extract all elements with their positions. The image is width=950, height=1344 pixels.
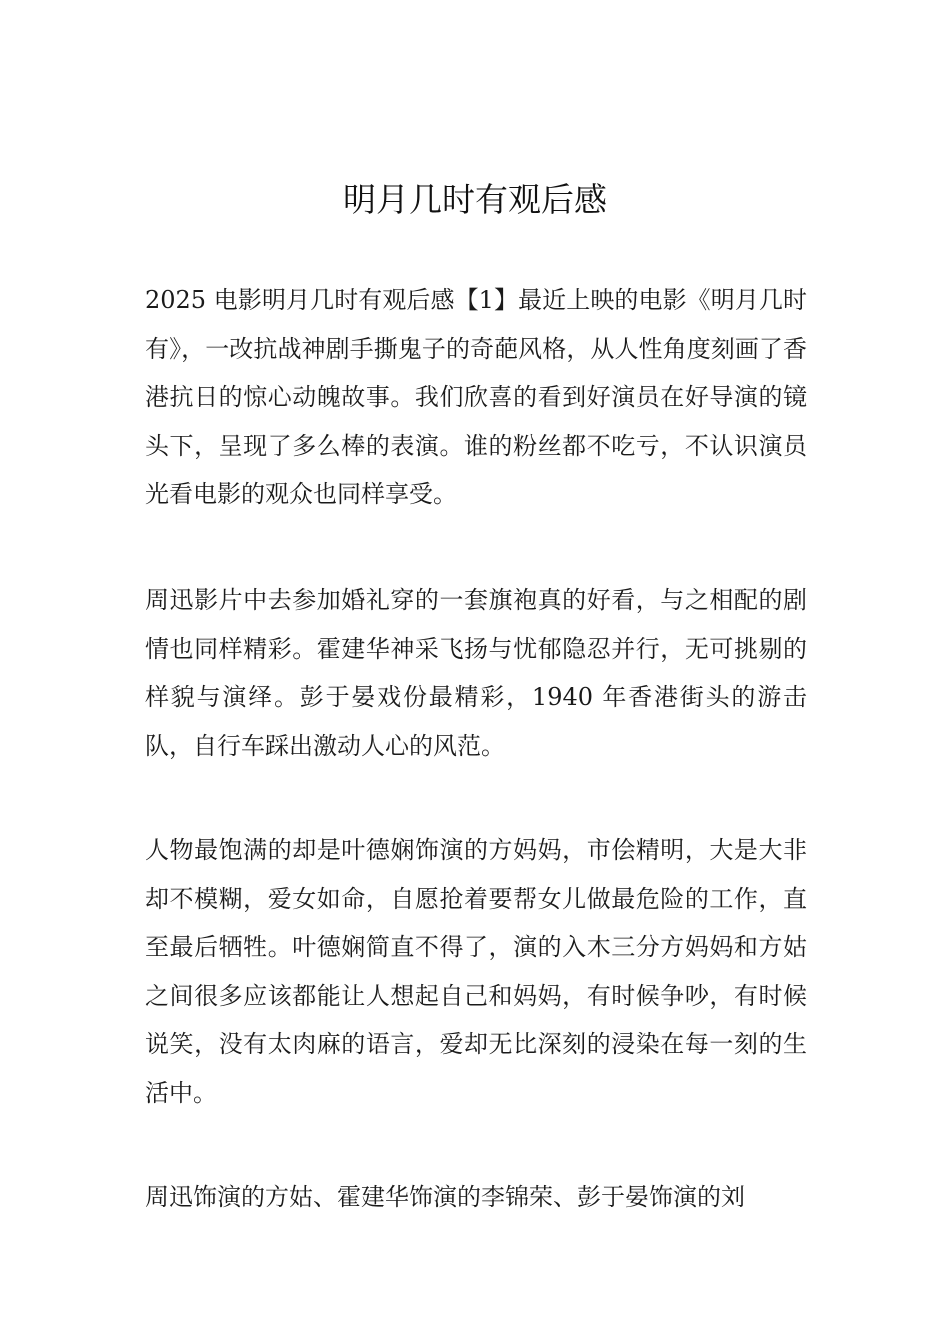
paragraph-4: 周迅饰演的方姑、霍建华饰演的李锦荣、彭于晏饰演的刘 [145, 1183, 745, 1211]
paragraph-3: 人物最饱满的却是叶德娴饰演的方妈妈，市侩精明，大是大非却不模糊，爱女如命，自愿抢着要帮女儿做最危险的工作，直至最后牺牲。叶德娴简直不得了，演的入木三分方妈妈和方姑之间很多应该都能让人想起自己和妈妈，有时候争吵，有时候说笑，没有太肉麻的语言，爱却无比深刻的浸染在每一刻的生活中。 [145, 836, 807, 1107]
paragraph-1: 2025 电影明月几时有观后感【1】最近上映的电影《明月几时有》，一改抗战神剧手撕鬼子的奇葩风格，从人性角度刻画了香港抗日的惊心动魄故事。我们欣喜的看到好演员在好导演的镜头下，呈现了多么棒的表演。谁的粉丝都不吃亏，不认识演员光看电影的观众也同样享受。 [145, 286, 807, 508]
document-title: 明月几时有观后感 [343, 180, 607, 219]
paragraph-2: 周迅影片中去参加婚礼穿的一套旗袍真的好看，与之相配的剧情也同样精彩。霍建华神采飞扬与忧郁隐忍并行，无可挑剔的样貌与演绎。彭于晏戏份最精彩，1940 年香港街头的游击队，自行车踩出激动人心的风范。 [145, 586, 807, 760]
